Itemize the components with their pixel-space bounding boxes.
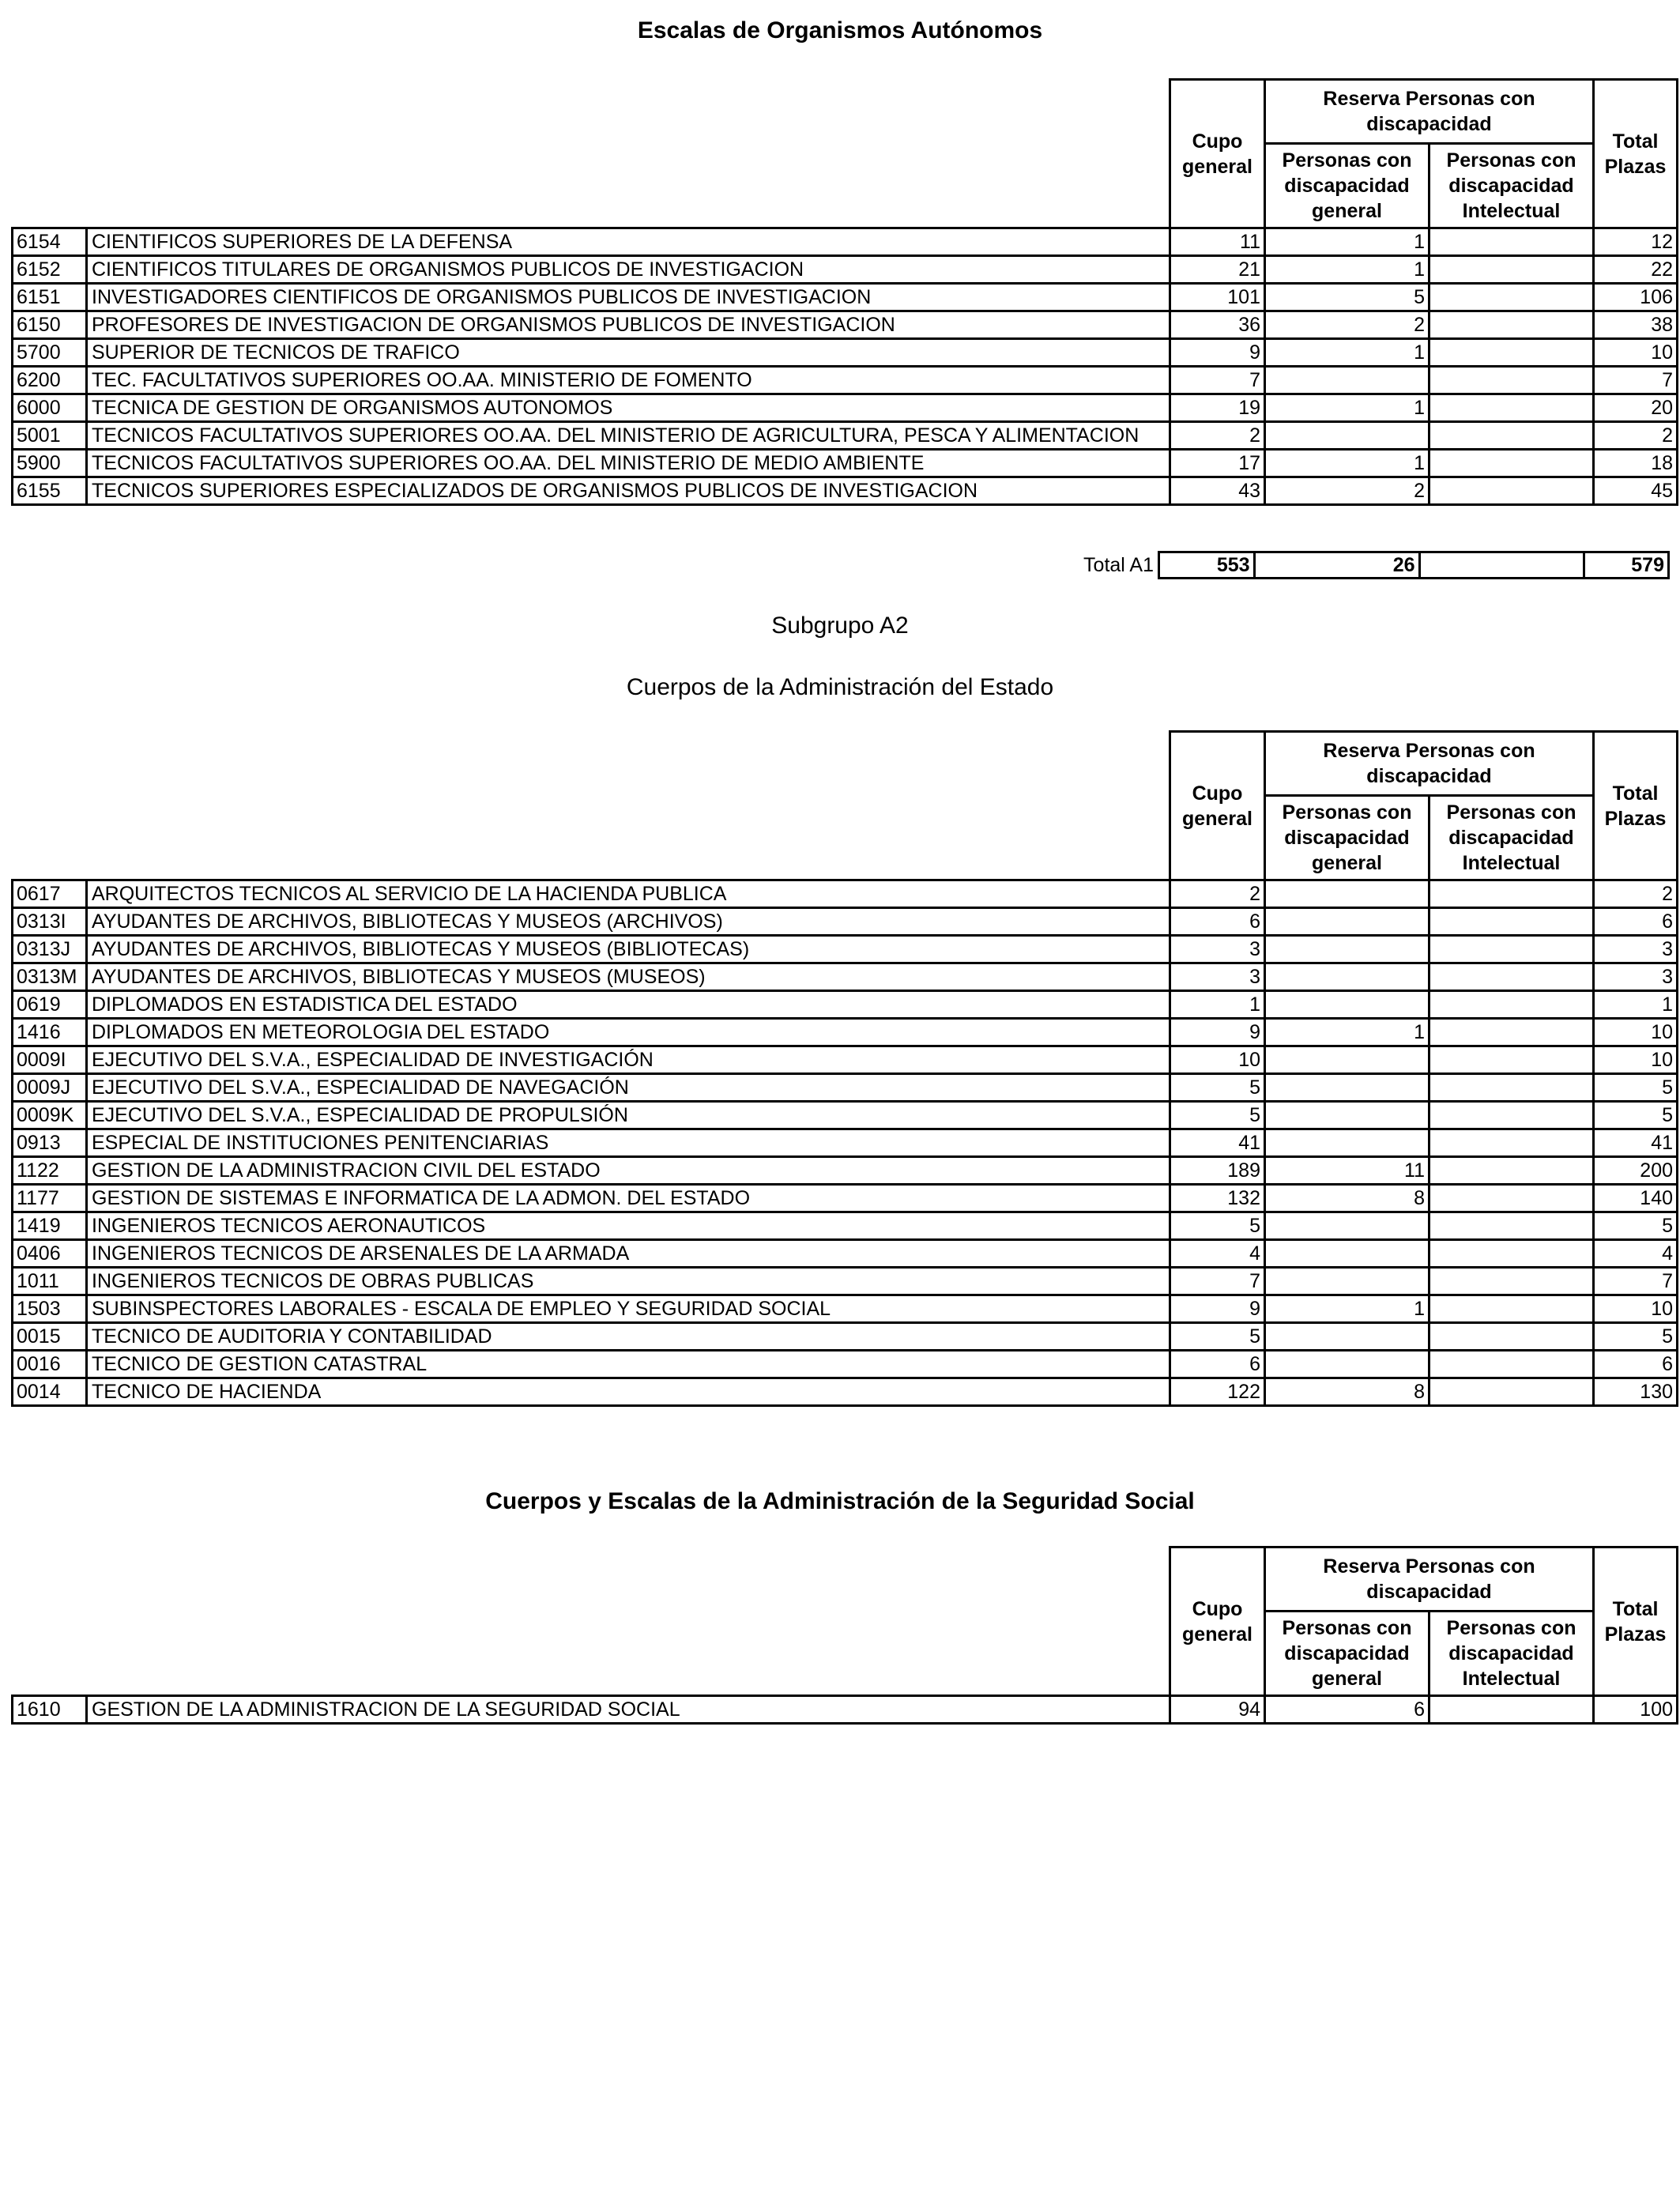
row-general <box>1265 1323 1430 1351</box>
total-a1-cupo: 553 <box>1159 552 1255 579</box>
header-general: Personas con discapacidad general <box>1265 1612 1430 1696</box>
row-cupo: 5 <box>1170 1323 1265 1351</box>
row-code: 0009I <box>13 1046 87 1074</box>
header-cupo: Cupo general <box>1170 80 1265 228</box>
row-intelectual <box>1430 1046 1594 1074</box>
row-general: 1 <box>1265 1019 1430 1046</box>
table-row <box>13 1323 1678 1351</box>
row-general <box>1265 367 1430 394</box>
row-total: 100 <box>1594 1696 1678 1724</box>
row-total: 3 <box>1594 936 1678 963</box>
row-total: 1 <box>1594 991 1678 1019</box>
row-name: TECNICO DE AUDITORIA Y CONTABILIDAD <box>87 1323 1170 1351</box>
row-code: 1122 <box>13 1157 87 1185</box>
section1-title: Escalas de Organismos Autónomos <box>637 17 1043 43</box>
header-cupo: Cupo general <box>1170 732 1265 880</box>
row-intelectual <box>1430 1378 1594 1406</box>
row-intelectual <box>1430 1157 1594 1185</box>
section1-table <box>11 78 1678 506</box>
header-total: Total Plazas <box>1594 80 1678 228</box>
row-name: TECNICO DE GESTION CATASTRAL <box>87 1351 1170 1378</box>
row-code: 0617 <box>13 880 87 908</box>
row-intelectual <box>1430 1019 1594 1046</box>
row-name: ESPECIAL DE INSTITUCIONES PENITENCIARIAS <box>87 1129 1170 1157</box>
row-cupo: 6 <box>1170 1351 1265 1378</box>
row-name: DIPLOMADOS EN ESTADISTICA DEL ESTADO <box>87 991 1170 1019</box>
row-total: 5 <box>1594 1323 1678 1351</box>
row-general <box>1265 1102 1430 1129</box>
row-name: EJECUTIVO DEL S.V.A., ESPECIALIDAD DE INVESTIGACIÓN <box>87 1046 1170 1074</box>
row-total: 20 <box>1594 394 1678 422</box>
header-intelectual: Personas con discapacidad Intelectual <box>1430 1612 1594 1696</box>
table-row <box>13 311 1678 339</box>
row-total: 10 <box>1594 1295 1678 1323</box>
row-intelectual <box>1430 880 1594 908</box>
row-cupo: 1 <box>1170 991 1265 1019</box>
table-row <box>13 880 1678 908</box>
table-row <box>13 1046 1678 1074</box>
row-total: 130 <box>1594 1378 1678 1406</box>
row-name: TECNICOS FACULTATIVOS SUPERIORES OO.AA. DEL MINISTERIO DE AGRICULTURA, PESCA Y ALIMENTACION <box>87 422 1170 450</box>
row-total: 41 <box>1594 1129 1678 1157</box>
row-cupo: 10 <box>1170 1046 1265 1074</box>
row-code: 6200 <box>13 367 87 394</box>
row-name: GESTION DE LA ADMINISTRACION CIVIL DEL ESTADO <box>87 1157 1170 1185</box>
row-intelectual <box>1430 936 1594 963</box>
row-cupo: 17 <box>1170 450 1265 477</box>
row-code: 0009K <box>13 1102 87 1129</box>
row-name: SUPERIOR DE TECNICOS DE TRAFICO <box>87 339 1170 367</box>
header-intelectual: Personas con discapacidad Intelectual <box>1430 796 1594 880</box>
table-row <box>13 256 1678 284</box>
header-intelectual: Personas con discapacidad Intelectual <box>1430 144 1594 228</box>
row-general <box>1265 1212 1430 1240</box>
row-general: 8 <box>1265 1378 1430 1406</box>
header-cupo: Cupo general <box>1170 1547 1265 1696</box>
row-intelectual <box>1430 1696 1594 1724</box>
row-code: 6151 <box>13 284 87 311</box>
row-total: 200 <box>1594 1157 1678 1185</box>
row-cupo: 41 <box>1170 1129 1265 1157</box>
row-name: GESTION DE SISTEMAS E INFORMATICA DE LA ADMON. DEL ESTADO <box>87 1185 1170 1212</box>
row-general <box>1265 1129 1430 1157</box>
row-cupo: 43 <box>1170 477 1265 505</box>
row-code: 5900 <box>13 450 87 477</box>
row-intelectual <box>1430 1129 1594 1157</box>
row-code: 6155 <box>13 477 87 505</box>
row-general <box>1265 880 1430 908</box>
row-code: 6000 <box>13 394 87 422</box>
row-code: 0406 <box>13 1240 87 1268</box>
row-general <box>1265 1240 1430 1268</box>
row-cupo: 6 <box>1170 908 1265 936</box>
row-general <box>1265 1351 1430 1378</box>
row-cupo: 4 <box>1170 1240 1265 1268</box>
row-total: 5 <box>1594 1102 1678 1129</box>
row-total: 45 <box>1594 477 1678 505</box>
row-intelectual <box>1430 367 1594 394</box>
row-intelectual <box>1430 963 1594 991</box>
table-row <box>13 1185 1678 1212</box>
header-total: Total Plazas <box>1594 1547 1678 1696</box>
row-name: SUBINSPECTORES LABORALES - ESCALA DE EMPLEO Y SEGURIDAD SOCIAL <box>87 1295 1170 1323</box>
row-cupo: 94 <box>1170 1696 1265 1724</box>
row-name: CIENTIFICOS TITULARES DE ORGANISMOS PUBLICOS DE INVESTIGACION <box>87 256 1170 284</box>
row-code: 0016 <box>13 1351 87 1378</box>
row-total: 6 <box>1594 908 1678 936</box>
row-code: 0313M <box>13 963 87 991</box>
header-blank <box>13 732 1170 880</box>
table-row <box>13 1129 1678 1157</box>
row-intelectual <box>1430 422 1594 450</box>
row-intelectual <box>1430 908 1594 936</box>
row-general <box>1265 1046 1430 1074</box>
row-intelectual <box>1430 991 1594 1019</box>
table-row <box>13 1019 1678 1046</box>
row-cupo: 5 <box>1170 1212 1265 1240</box>
row-code: 1177 <box>13 1185 87 1212</box>
table-row <box>13 228 1678 256</box>
row-cupo: 9 <box>1170 339 1265 367</box>
row-name: EJECUTIVO DEL S.V.A., ESPECIALIDAD DE NAVEGACIÓN <box>87 1074 1170 1102</box>
table-row <box>13 1696 1678 1724</box>
row-name: GESTION DE LA ADMINISTRACION DE LA SEGURIDAD SOCIAL <box>87 1696 1170 1724</box>
row-total: 4 <box>1594 1240 1678 1268</box>
row-total: 3 <box>1594 963 1678 991</box>
row-name: AYUDANTES DE ARCHIVOS, BIBLIOTECAS Y MUSEOS (ARCHIVOS) <box>87 908 1170 936</box>
row-total: 7 <box>1594 367 1678 394</box>
row-cupo: 7 <box>1170 367 1265 394</box>
row-total: 10 <box>1594 339 1678 367</box>
row-cupo: 11 <box>1170 228 1265 256</box>
row-total: 7 <box>1594 1268 1678 1295</box>
row-general: 6 <box>1265 1696 1430 1724</box>
row-intelectual <box>1430 1102 1594 1129</box>
row-general <box>1265 991 1430 1019</box>
row-general: 2 <box>1265 311 1430 339</box>
row-intelectual <box>1430 477 1594 505</box>
row-cupo: 122 <box>1170 1378 1265 1406</box>
row-general <box>1265 1074 1430 1102</box>
header-reserva: Reserva Personas con discapacidad <box>1265 732 1594 796</box>
row-total: 5 <box>1594 1074 1678 1102</box>
subgroup-title: Subgrupo A2 <box>771 613 909 639</box>
row-cupo: 189 <box>1170 1157 1265 1185</box>
row-code: 5001 <box>13 422 87 450</box>
row-total: 12 <box>1594 228 1678 256</box>
row-total: 2 <box>1594 880 1678 908</box>
row-code: 6152 <box>13 256 87 284</box>
row-general <box>1265 936 1430 963</box>
row-general: 2 <box>1265 477 1430 505</box>
row-code: 1503 <box>13 1295 87 1323</box>
row-total: 22 <box>1594 256 1678 284</box>
row-total: 10 <box>1594 1046 1678 1074</box>
total-a1-total: 579 <box>1584 552 1669 579</box>
row-intelectual <box>1430 394 1594 422</box>
header-blank <box>13 80 1170 228</box>
row-name: CIENTIFICOS SUPERIORES DE LA DEFENSA <box>87 228 1170 256</box>
table-row <box>13 1212 1678 1240</box>
row-code: 5700 <box>13 339 87 367</box>
row-code: 6154 <box>13 228 87 256</box>
table-row <box>13 284 1678 311</box>
row-name: INGENIEROS TECNICOS AERONAUTICOS <box>87 1212 1170 1240</box>
row-total: 140 <box>1594 1185 1678 1212</box>
row-name: INGENIEROS TECNICOS DE ARSENALES DE LA ARMADA <box>87 1240 1170 1268</box>
row-general: 1 <box>1265 1295 1430 1323</box>
row-name: EJECUTIVO DEL S.V.A., ESPECIALIDAD DE PROPULSIÓN <box>87 1102 1170 1129</box>
table-row <box>13 339 1678 367</box>
row-cupo: 7 <box>1170 1268 1265 1295</box>
section3-title: Cuerpos y Escalas de la Administración de la Seguridad Social <box>485 1488 1195 1514</box>
header-total: Total Plazas <box>1594 732 1678 880</box>
total-a1-general: 26 <box>1254 552 1419 579</box>
row-intelectual <box>1430 256 1594 284</box>
row-name: AYUDANTES DE ARCHIVOS, BIBLIOTECAS Y MUSEOS (BIBLIOTECAS) <box>87 936 1170 963</box>
row-general <box>1265 908 1430 936</box>
row-general <box>1265 963 1430 991</box>
row-code: 1011 <box>13 1268 87 1295</box>
total-a1-label: Total A1 <box>1083 554 1154 576</box>
row-name: PROFESORES DE INVESTIGACION DE ORGANISMOS PUBLICOS DE INVESTIGACION <box>87 311 1170 339</box>
total-a1-intelectual <box>1419 552 1584 579</box>
row-intelectual <box>1430 228 1594 256</box>
row-code: 0619 <box>13 991 87 1019</box>
table-row <box>13 1157 1678 1185</box>
row-name: INGENIEROS TECNICOS DE OBRAS PUBLICAS <box>87 1268 1170 1295</box>
row-general <box>1265 1268 1430 1295</box>
total-a1-row <box>0 551 1680 579</box>
row-general: 1 <box>1265 339 1430 367</box>
row-intelectual <box>1430 339 1594 367</box>
row-total: 10 <box>1594 1019 1678 1046</box>
header-reserva: Reserva Personas con discapacidad <box>1265 80 1594 144</box>
table-row <box>13 1240 1678 1268</box>
row-cupo: 5 <box>1170 1102 1265 1129</box>
row-name: TECNICO DE HACIENDA <box>87 1378 1170 1406</box>
table-row <box>13 908 1678 936</box>
section2-title: Cuerpos de la Administración del Estado <box>626 674 1054 700</box>
row-intelectual <box>1430 311 1594 339</box>
row-name: AYUDANTES DE ARCHIVOS, BIBLIOTECAS Y MUSEOS (MUSEOS) <box>87 963 1170 991</box>
row-name: TECNICOS SUPERIORES ESPECIALIZADOS DE ORGANISMOS PUBLICOS DE INVESTIGACION <box>87 477 1170 505</box>
row-name: TEC. FACULTATIVOS SUPERIORES OO.AA. MINISTERIO DE FOMENTO <box>87 367 1170 394</box>
row-total: 38 <box>1594 311 1678 339</box>
row-cupo: 19 <box>1170 394 1265 422</box>
row-code: 0014 <box>13 1378 87 1406</box>
row-general: 1 <box>1265 450 1430 477</box>
row-code: 0009J <box>13 1074 87 1102</box>
row-intelectual <box>1430 1212 1594 1240</box>
row-total: 6 <box>1594 1351 1678 1378</box>
row-total: 5 <box>1594 1212 1678 1240</box>
row-name: DIPLOMADOS EN METEOROLOGIA DEL ESTADO <box>87 1019 1170 1046</box>
row-intelectual <box>1430 1323 1594 1351</box>
table-row <box>13 422 1678 450</box>
table-row <box>13 477 1678 505</box>
table-row <box>13 1351 1678 1378</box>
row-total: 106 <box>1594 284 1678 311</box>
row-general: 8 <box>1265 1185 1430 1212</box>
row-cupo: 36 <box>1170 311 1265 339</box>
row-total: 18 <box>1594 450 1678 477</box>
row-code: 0313I <box>13 908 87 936</box>
row-general: 11 <box>1265 1157 1430 1185</box>
row-cupo: 101 <box>1170 284 1265 311</box>
total-a1-table <box>1158 551 1670 579</box>
row-general <box>1265 422 1430 450</box>
table-row <box>13 367 1678 394</box>
table-row <box>13 1074 1678 1102</box>
row-cupo: 3 <box>1170 936 1265 963</box>
row-general: 1 <box>1265 256 1430 284</box>
row-code: 1416 <box>13 1019 87 1046</box>
row-cupo: 5 <box>1170 1074 1265 1102</box>
table-row <box>13 1295 1678 1323</box>
row-total: 2 <box>1594 422 1678 450</box>
header-general: Personas con discapacidad general <box>1265 796 1430 880</box>
row-code: 0913 <box>13 1129 87 1157</box>
table-row <box>13 394 1678 422</box>
row-code: 6150 <box>13 311 87 339</box>
row-name: TECNICA DE GESTION DE ORGANISMOS AUTONOMOS <box>87 394 1170 422</box>
row-name: INVESTIGADORES CIENTIFICOS DE ORGANISMOS PUBLICOS DE INVESTIGACION <box>87 284 1170 311</box>
row-code: 0015 <box>13 1323 87 1351</box>
row-code: 1610 <box>13 1696 87 1724</box>
row-cupo: 9 <box>1170 1019 1265 1046</box>
row-general: 1 <box>1265 228 1430 256</box>
table-row <box>13 1102 1678 1129</box>
row-code: 0313J <box>13 936 87 963</box>
table-row <box>13 450 1678 477</box>
row-general: 5 <box>1265 284 1430 311</box>
row-intelectual <box>1430 1295 1594 1323</box>
row-cupo: 2 <box>1170 422 1265 450</box>
table-row <box>13 1268 1678 1295</box>
table-row <box>13 1378 1678 1406</box>
row-name: ARQUITECTOS TECNICOS AL SERVICIO DE LA HACIENDA PUBLICA <box>87 880 1170 908</box>
row-intelectual <box>1430 1351 1594 1378</box>
header-general: Personas con discapacidad general <box>1265 144 1430 228</box>
row-intelectual <box>1430 1240 1594 1268</box>
row-code: 1419 <box>13 1212 87 1240</box>
row-intelectual <box>1430 450 1594 477</box>
row-name: TECNICOS FACULTATIVOS SUPERIORES OO.AA. DEL MINISTERIO DE MEDIO AMBIENTE <box>87 450 1170 477</box>
row-intelectual <box>1430 284 1594 311</box>
row-cupo: 21 <box>1170 256 1265 284</box>
row-intelectual <box>1430 1268 1594 1295</box>
row-general: 1 <box>1265 394 1430 422</box>
table-row <box>13 991 1678 1019</box>
header-reserva: Reserva Personas con discapacidad <box>1265 1547 1594 1612</box>
table-row <box>13 963 1678 991</box>
row-cupo: 3 <box>1170 963 1265 991</box>
header-blank <box>13 1547 1170 1696</box>
row-intelectual <box>1430 1074 1594 1102</box>
section2-table <box>11 730 1678 1407</box>
row-cupo: 132 <box>1170 1185 1265 1212</box>
row-intelectual <box>1430 1185 1594 1212</box>
section3-table <box>11 1546 1678 1725</box>
table-row <box>13 936 1678 963</box>
row-cupo: 9 <box>1170 1295 1265 1323</box>
row-cupo: 2 <box>1170 880 1265 908</box>
